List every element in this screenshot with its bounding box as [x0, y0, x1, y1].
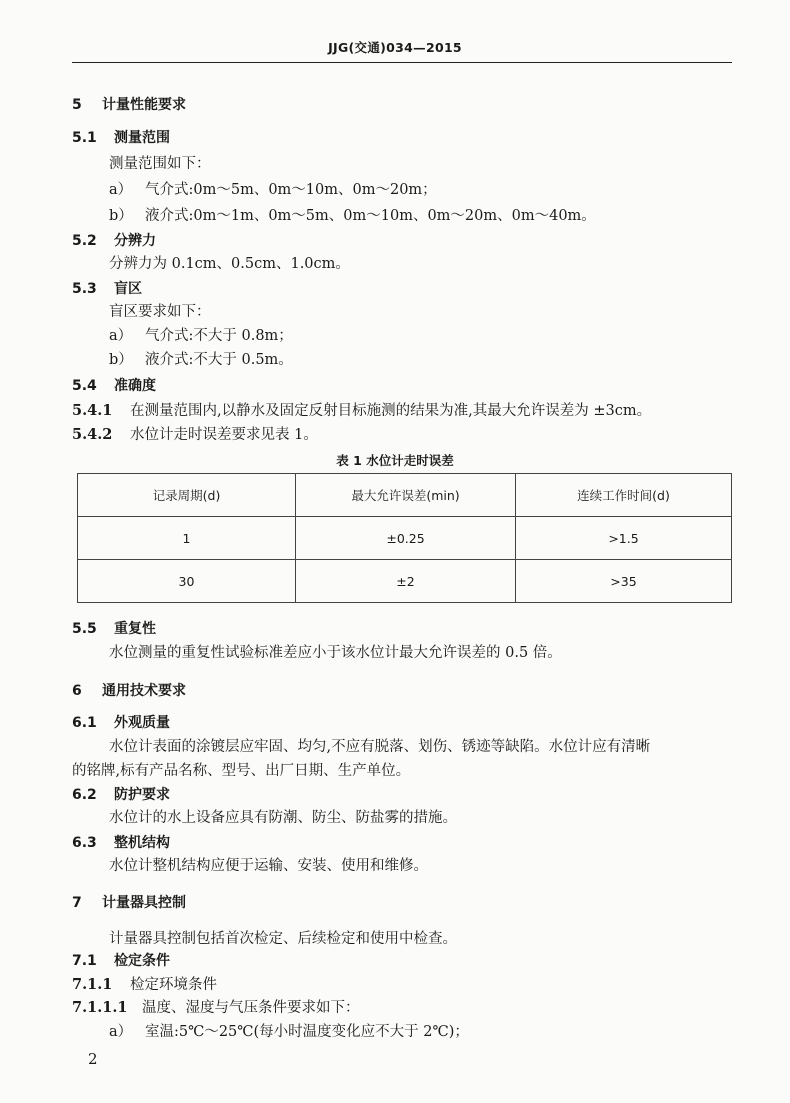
clause-text: 在测量范围内,以静水及固定反射目标施测的结果为准,其最大允许误差为 ±3cm。: [130, 403, 652, 419]
section-7-heading: [72, 892, 186, 912]
section-title: 盲区: [114, 281, 142, 297]
clause-number: 5.4.2: [72, 426, 113, 443]
section-title: 通用技术要求: [102, 683, 186, 699]
running-header: JJG(交通)034—2015: [328, 40, 462, 55]
list-text: 液介式:0m～1m、0m～5m、0m～10m、0m～20m、0m～40m。: [145, 208, 596, 224]
section-5-1-heading: [72, 127, 170, 147]
section-number: 7.1: [72, 953, 97, 969]
section-title: 分辨力: [114, 233, 156, 249]
paragraph-continued: 的铭牌,标有产品名称、型号、出厂日期、生产单位。: [72, 763, 411, 779]
section-number: 6.3: [72, 835, 97, 851]
section-6-heading: [72, 680, 186, 700]
section-number: 6: [72, 683, 82, 699]
list-text: 气介式:0m～5m、0m～10m、0m～20m；: [145, 182, 437, 198]
paragraph: 水位计表面的涂镀层应牢固、均匀,不应有脱落、划伤、锈迹等缺陷。水位计应有清晰: [109, 739, 651, 755]
list-label: b）: [109, 208, 133, 224]
section-title: 整机结构: [114, 835, 170, 851]
section-5-2-heading: [72, 230, 156, 250]
section-title: 外观质量: [114, 715, 170, 731]
clause-7-1-1-1: [72, 996, 360, 1017]
section-7-1-heading: [72, 950, 170, 970]
clause-5-4-2: [72, 423, 318, 444]
table-header-cell: 记录周期(d): [78, 474, 296, 517]
table-cell: ±2: [296, 560, 516, 603]
section-number: 5.1: [72, 130, 97, 146]
list-label: a）: [109, 328, 133, 344]
clause-number: 5.4.1: [72, 402, 113, 419]
clause-text: 温度、湿度与气压条件要求如下：: [142, 1000, 360, 1016]
paragraph: 水位计的水上设备应具有防潮、防尘、防盐雾的措施。: [109, 810, 457, 826]
section-number: 5: [72, 97, 82, 113]
section-title: 重复性: [114, 621, 156, 637]
list-item: [109, 178, 437, 199]
list-text: 室温:5℃～25℃(每小时温度变化应不大于 2℃)；: [145, 1024, 469, 1040]
section-5-4-heading: [72, 375, 156, 395]
section-title: 防护要求: [114, 787, 170, 803]
list-label: b）: [109, 352, 133, 368]
list-item: [109, 348, 293, 369]
section-number: 5.4: [72, 378, 97, 394]
table-cell: >1.5: [516, 517, 732, 560]
section-title: 测量范围: [114, 130, 170, 146]
page-number: 2: [88, 1050, 98, 1068]
section-number: 5.5: [72, 621, 97, 637]
paragraph: 水位测量的重复性试验标准差应小于该水位计最大允许误差的 0.5 倍。: [109, 645, 562, 661]
clause-number: 7.1.1.1: [72, 999, 128, 1016]
paragraph: 分辨力为 0.1cm、0.5cm、1.0cm。: [109, 256, 350, 272]
section-number: 5.2: [72, 233, 97, 249]
list-label: a）: [109, 182, 133, 198]
section-number: 5.3: [72, 281, 97, 297]
list-item: [109, 324, 293, 345]
section-number: 6.2: [72, 787, 97, 803]
clause-text: 水位计走时误差要求见表 1。: [130, 427, 318, 443]
table-header-row: [78, 474, 732, 517]
list-item: [109, 1020, 469, 1041]
list-text: 液介式:不大于 0.5m。: [145, 352, 293, 368]
table-row: [78, 560, 732, 603]
clause-7-1-1: [72, 973, 217, 994]
paragraph: 计量器具控制包括首次检定、后续检定和使用中检查。: [109, 931, 457, 947]
section-title: 准确度: [114, 378, 156, 394]
paragraph: 盲区要求如下：: [109, 304, 211, 320]
section-6-2-heading: [72, 784, 170, 804]
table-row: [78, 517, 732, 560]
section-title: 计量器具控制: [102, 895, 186, 911]
table-header-cell: 最大允许误差(min): [296, 474, 516, 517]
section-5-5-heading: [72, 618, 156, 638]
section-5-3-heading: [72, 278, 142, 298]
section-number: 7: [72, 895, 82, 911]
section-title: 检定条件: [114, 953, 170, 969]
table-header-cell: 连续工作时间(d): [516, 474, 732, 517]
clause-text: 检定环境条件: [130, 977, 217, 993]
clause-5-4-1: [72, 399, 651, 420]
section-title: 计量性能要求: [102, 97, 186, 113]
section-6-3-heading: [72, 832, 170, 852]
section-5-heading: [72, 94, 186, 114]
section-6-1-heading: [72, 712, 170, 732]
list-item: [109, 204, 596, 225]
table-cell: >35: [516, 560, 732, 603]
section-number: 6.1: [72, 715, 97, 731]
table-caption: 表 1 水位计走时误差: [336, 453, 454, 468]
table-cell: 30: [78, 560, 296, 603]
paragraph: 测量范围如下：: [109, 156, 211, 172]
clause-number: 7.1.1: [72, 976, 113, 993]
table-cell: 1: [78, 517, 296, 560]
table-cell: ±0.25: [296, 517, 516, 560]
list-label: a）: [109, 1024, 133, 1040]
data-table: [77, 473, 732, 603]
list-text: 气介式:不大于 0.8m；: [145, 328, 293, 344]
paragraph: 水位计整机结构应便于运输、安装、使用和维修。: [109, 858, 428, 874]
header-rule: [72, 62, 732, 63]
